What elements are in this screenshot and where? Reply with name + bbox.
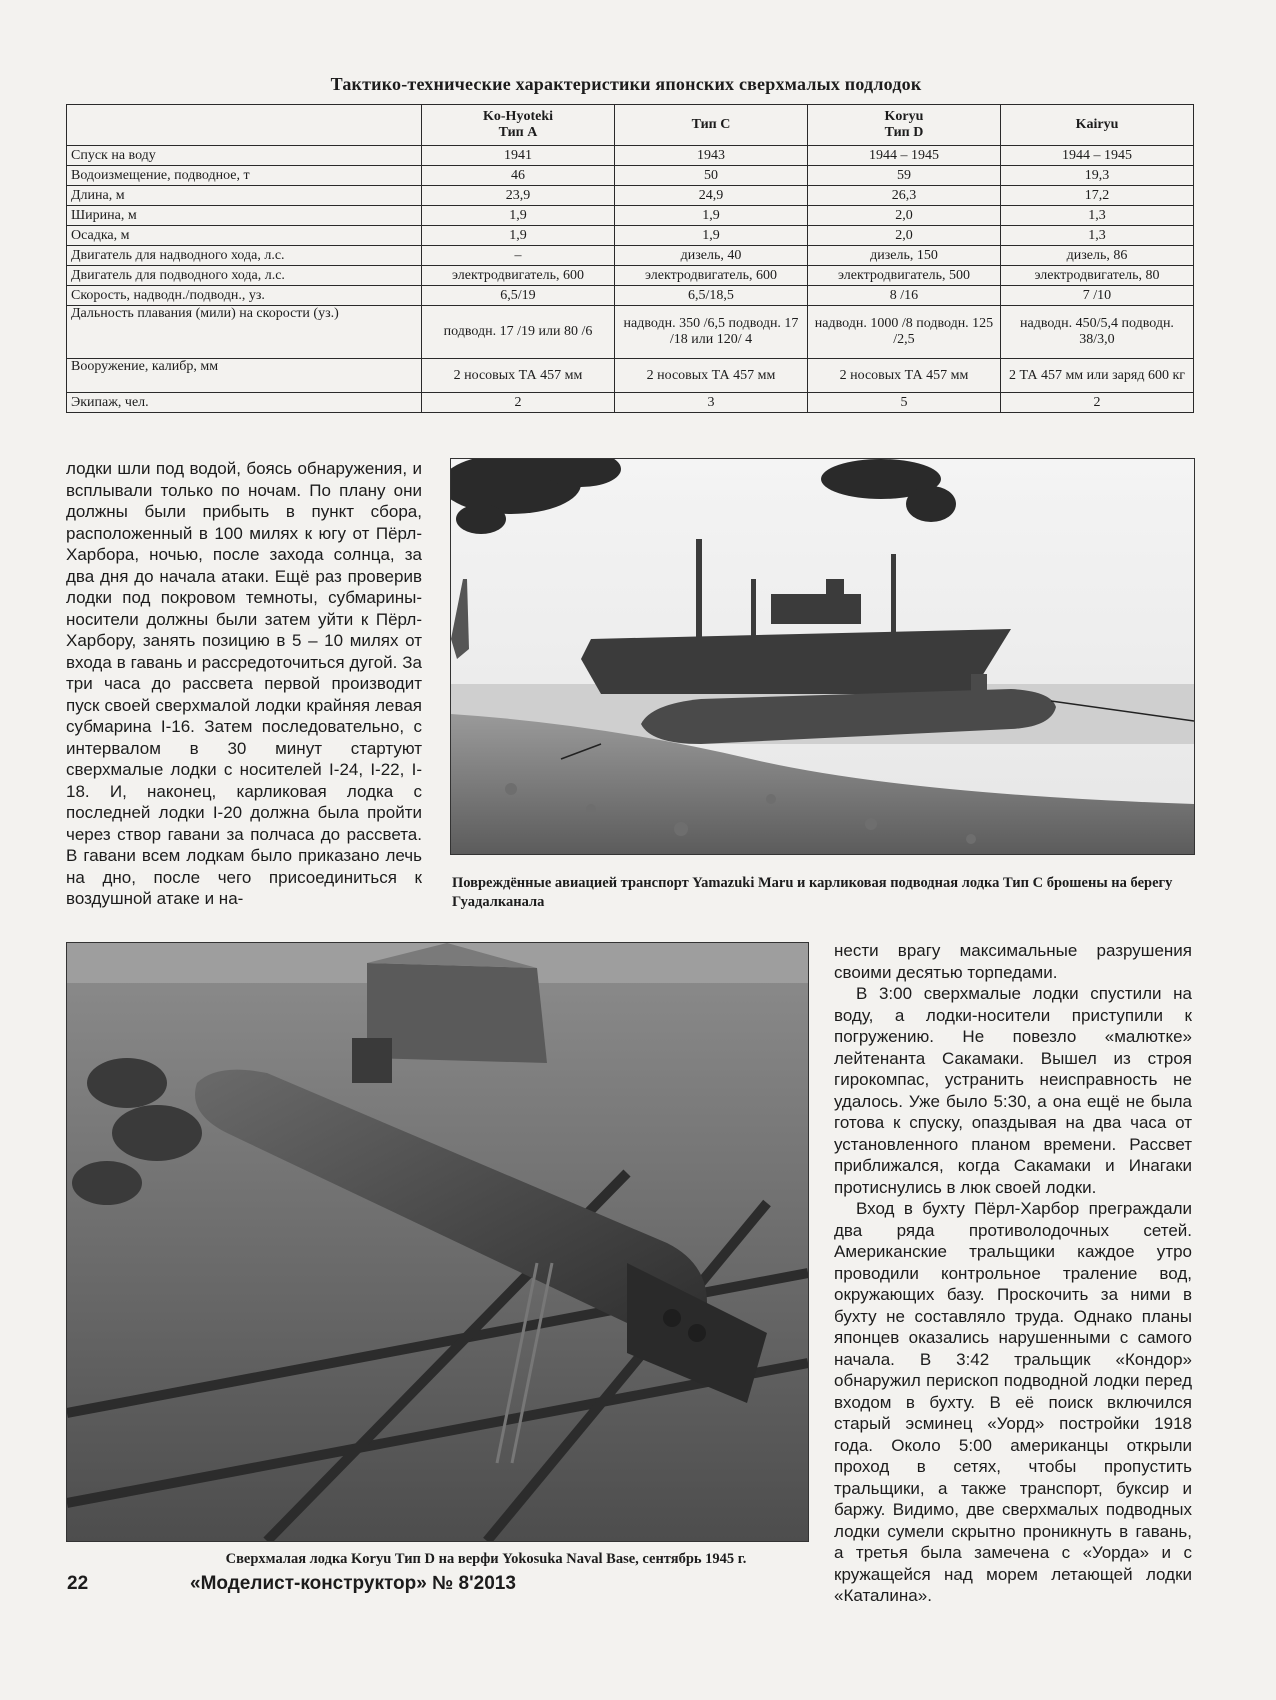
row-label: Двигатель для надводного хода, л.с. <box>67 246 422 266</box>
table-cell: 8 /16 <box>808 286 1001 306</box>
table-cell: 6,5/18,5 <box>615 286 808 306</box>
table-cell: 2 носовых ТА 457 мм <box>422 359 615 393</box>
row-label: Скорость, надводн./подводн., уз. <box>67 286 422 306</box>
table-cell: дизель, 40 <box>615 246 808 266</box>
row-label: Спуск на воду <box>67 146 422 166</box>
page-number: 22 <box>67 1573 89 1594</box>
table-cell: электродвигатель, 600 <box>615 266 808 286</box>
row-label: Осадка, м <box>67 226 422 246</box>
table-cell: 5 <box>808 393 1001 413</box>
table-cell: подводн. 17 /19 или 80 /6 <box>422 306 615 359</box>
table-cell: 7 /10 <box>1001 286 1194 306</box>
article-paragraph: В 3:00 сверхмалые лодки спустили на воду, а лодки-носители приступили к погружению. Не повезло «малютке» лейтенанта Сакамаки. Вышел из строя гирокомпас, устранить неисправность не удалось. Уже было 5:30, а она ещё не была готова к спуску, опаздывая на два часа от установленного планом времени. Рассвет приближался, когда Сакамаки и Инагаки протиснулись в люк своей лодки. <box>834 984 1192 1197</box>
magazine-issue: «Моделист-конструктор» № 8'2013 <box>190 1573 516 1594</box>
table-cell: 3 <box>615 393 808 413</box>
top-photo-caption: Повреждённые авиацией транспорт Yamazuki Maru и карликовая подводная лодка Тип С брошены на берегу Гуадалканала <box>452 875 1173 910</box>
table-cell: 2,0 <box>808 226 1001 246</box>
table-cell: 24,9 <box>615 186 808 206</box>
table-cell: 59 <box>808 166 1001 186</box>
table-cell: 26,3 <box>808 186 1001 206</box>
table-cell: надводн. 450/5,4 подводн. 38/3,0 <box>1001 306 1194 359</box>
table-cell: надводн. 350 /6,5 подводн. 17 /18 или 120/ 4 <box>615 306 808 359</box>
table-cell: 1,3 <box>1001 226 1194 246</box>
article-paragraph: Вход в бухту Пёрл-Харбор преграждали два ряда противолодочных сетей. Американские тральщики каждое утро проводили контрольное траление вод, окружающих базу. Проскочить за ними в бухту не составляло труда. Однако планы японцев оказались нарушенными с самого начала. В 3:42 тральщик «Кондор» обнаружил перископ подводной лодки перед входом в бухту. В её поиск включился старый эсминец «Уорд» постройки 1918 года. Около 5:00 американцы открыли проход в сетях, чтобы пропустить тральщики, а также транспорт, буксир и баржу. Видимо, две сверхмалых подводных лодки сумели скрытно проникнуть в гавань, а третья была замечена с «Уорда» и с кружащейся над морем летающей лодки «Каталина». <box>834 1199 1192 1605</box>
table-row <box>67 146 1194 166</box>
beach-wreck-illustration <box>451 459 1194 854</box>
photo-koryu-shipyard <box>66 942 809 1542</box>
header-type-c: Тип С <box>615 105 808 146</box>
table-cell: 2 <box>1001 393 1194 413</box>
row-label: Вооружение, калибр, мм <box>67 359 422 393</box>
table-cell: 46 <box>422 166 615 186</box>
table-cell: 6,5/19 <box>422 286 615 306</box>
table-cell: дизель, 86 <box>1001 246 1194 266</box>
table-cell: 1,9 <box>422 206 615 226</box>
table-row <box>67 359 1194 393</box>
table-title: Тактико-технические характеристики японских сверхмалых подлодок <box>330 74 922 94</box>
table-cell: 2 носовых ТА 457 мм <box>615 359 808 393</box>
table-row <box>67 206 1194 226</box>
table-cell: электродвигатель, 600 <box>422 266 615 286</box>
table-cell: 2,0 <box>808 206 1001 226</box>
row-label: Дальность плавания (мили) на скорости (уз.) <box>67 306 422 359</box>
header-kairyu: Kairyu <box>1001 105 1194 146</box>
table-row <box>67 306 1194 359</box>
table-cell: электродвигатель, 500 <box>808 266 1001 286</box>
table-cell: 2 ТА 457 мм или заряд 600 кг <box>1001 359 1194 393</box>
table-row <box>67 166 1194 186</box>
table-cell: 19,3 <box>1001 166 1194 186</box>
table-cell: электродвигатель, 80 <box>1001 266 1194 286</box>
table-cell: 2 <box>422 393 615 413</box>
row-label: Длина, м <box>67 186 422 206</box>
table-cell: – <box>422 246 615 266</box>
table-cell: 1,3 <box>1001 206 1194 226</box>
table-row <box>67 286 1194 306</box>
row-label: Экипаж, чел. <box>67 393 422 413</box>
table-cell: 1941 <box>422 146 615 166</box>
table-cell: 1944 – 1945 <box>808 146 1001 166</box>
table-cell: 50 <box>615 166 808 186</box>
table-header-row <box>67 105 1194 146</box>
spec-table <box>66 104 1194 413</box>
bottom-photo-caption: Сверхмалая лодка Koryu Тип D на верфи Yokosuka Naval Base, сентябрь 1945 г. <box>225 1551 747 1567</box>
article-column-2 <box>834 940 1192 1607</box>
table-cell: 1944 – 1945 <box>1001 146 1194 166</box>
header-corner <box>67 105 422 146</box>
table-row <box>67 266 1194 286</box>
table-row <box>67 186 1194 206</box>
article-column-1 <box>66 458 422 910</box>
table-cell: 1,9 <box>615 206 808 226</box>
table-cell: 2 носовых ТА 457 мм <box>808 359 1001 393</box>
table-cell: надводн. 1000 /8 подводн. 125 /2,5 <box>808 306 1001 359</box>
table-cell: 23,9 <box>422 186 615 206</box>
row-label: Ширина, м <box>67 206 422 226</box>
row-label: Водоизмещение, подводное, т <box>67 166 422 186</box>
photo-yamazuki-maru <box>450 458 1195 855</box>
table-cell: 17,2 <box>1001 186 1194 206</box>
table-row <box>67 226 1194 246</box>
table-cell: 1943 <box>615 146 808 166</box>
table-row <box>67 246 1194 266</box>
shipyard-illustration <box>67 943 808 1541</box>
row-label: Двигатель для подводного хода, л.с. <box>67 266 422 286</box>
table-cell: 1,9 <box>615 226 808 246</box>
article-paragraph: нести врагу максимальные разрушения своими десятью торпедами. <box>834 941 1192 982</box>
table-cell: 1,9 <box>422 226 615 246</box>
header-ko-hyoteki: Ko-Hyoteki Тип А <box>422 105 615 146</box>
table-cell: дизель, 150 <box>808 246 1001 266</box>
table-row <box>67 393 1194 413</box>
article-paragraph: лодки шли под водой, боясь обнаружения, и всплывали только по ночам. По плану они должны были прибыть в пункт сбора, расположенный в 100 милях к югу от Пёрл-Харбора, ночью, после захода солнца, за два дня до начала атаки. Ещё раз проверив лодки под покровом темноты, субмарины-носители должны были затем уйти к Пёрл-Харбору, занять позицию в 5 – 10 милях от входа в гавань и рассредоточиться дугой. За три часа до рассвета первой производит пуск своей сверхмалой лодки крайняя левая субмарина I-16. Затем последовательно, с интервалом в 30 минут стартуют сверхмалые лодки с носителей I-24, I-22, I-18. И, наконец, карликовая лодка с последней лодки I-20 должна была пройти через створ гавани за полчаса до рассвета. В гавани всем лодкам было приказано лечь на дно, после чего присоединиться к воздушной атаке и на- <box>66 459 422 908</box>
header-koryu: Koryu Тип D <box>808 105 1001 146</box>
